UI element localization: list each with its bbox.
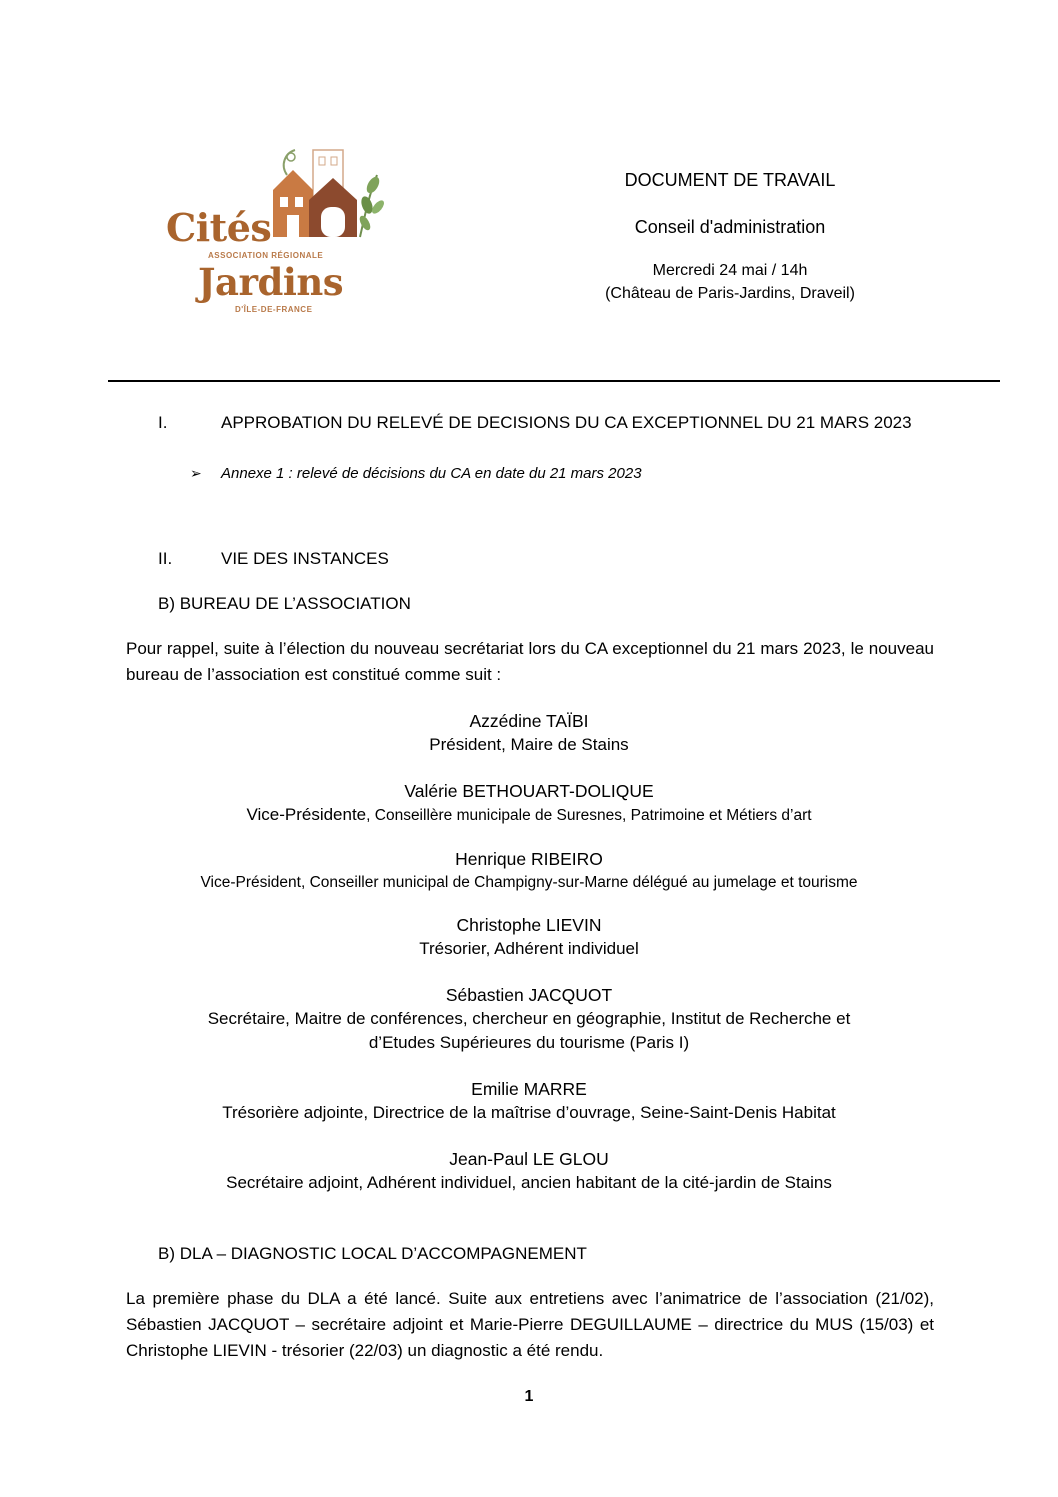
- dla-paragraph: La première phase du DLA a été lancé. Suite aux entretiens avec l’animatrice de l’association (21/02), Sébastien JACQUOT – secrétaire adjoint et Marie-Pierre DEGUILLAUME – directrice du MUS (15/03) et Christophe LIEVIN - trésorier (22/03) un diagnostic a été rendu.: [126, 1289, 934, 1360]
- logo-region-text: D'ÎLE-DE-FRANCE: [235, 305, 313, 314]
- member-block: [108, 1077, 950, 1125]
- section-1-title: APPROBATION DU RELEVÉ DE DECISIONS DU CA EXCEPTIONNEL DU 21 MARS 2023: [221, 413, 912, 432]
- member-role-detail: , Conseillère municipale de Suresnes, Patrimoine et Métiers d’art: [366, 807, 812, 824]
- header-divider: [108, 380, 1000, 382]
- logo-cites-text: Cités: [166, 205, 272, 250]
- member-role-title: Vice-Présidente: [246, 805, 367, 824]
- annex-1-reference: Annexe 1 : relevé de décisions du CA en date du 21 mars 2023: [221, 465, 642, 482]
- subsection-dla-title: B) DLA – DIAGNOSTIC LOCAL D’ACCOMPAGNEMENT: [158, 1244, 587, 1263]
- section-1-number: I.: [158, 413, 168, 432]
- member-block: [108, 913, 950, 961]
- member-name: Valérie BETHOUART-DOLIQUE: [404, 781, 654, 801]
- member-role: Trésorière adjointe, Directrice de la maîtrise d’ouvrage, Seine-Saint-Denis Habitat: [222, 1103, 836, 1122]
- houses-and-tree-icon: [265, 145, 385, 245]
- member-block: [108, 709, 950, 757]
- document-type: DOCUMENT DE TRAVAIL: [624, 170, 836, 190]
- member-block: [108, 983, 950, 1055]
- page-number: 1: [524, 1388, 534, 1405]
- subsection-bureau-title: B) BUREAU DE L’ASSOCIATION: [158, 594, 411, 613]
- member-name: Sébastien JACQUOT: [445, 985, 613, 1005]
- member-role: Trésorier, Adhérent individuel: [419, 939, 639, 958]
- logo-jardins-text: Jardins: [198, 260, 344, 304]
- member-name: Jean-Paul LE GLOU: [449, 1149, 609, 1169]
- member-role: Vice-Président, Conseiller municipal de Champigny-sur-Marne délégué au jumelage et tourisme: [200, 874, 858, 891]
- arrow-bullet-icon: ➢: [190, 465, 202, 481]
- logo: [160, 140, 392, 325]
- meeting-location: (Château de Paris-Jardins, Draveil): [605, 285, 855, 302]
- member-role: Secrétaire adjoint, Adhérent individuel, ancien habitant de la cité-jardin de Stains: [226, 1173, 832, 1192]
- meeting-date: Mercredi 24 mai / 14h: [652, 262, 808, 279]
- member-role: Secrétaire, Maitre de conférences, chercheur en géographie, Institut de Recherche et: [207, 1009, 851, 1028]
- member-role: Président, Maire de Stains: [429, 735, 629, 754]
- member-block: [108, 779, 950, 828]
- member-name: Emilie MARRE: [471, 1079, 587, 1099]
- member-role: [108, 803, 950, 828]
- member-name: Christophe LIEVIN: [456, 915, 602, 935]
- section-2-title: VIE DES INSTANCES: [221, 549, 389, 568]
- member-name: Azzédine TAÏBI: [469, 711, 589, 731]
- member-block: [108, 1147, 950, 1195]
- logo-association-text: ASSOCIATION RÉGIONALE: [208, 251, 324, 260]
- member-role-continued: d’Etudes Supérieures du tourisme (Paris I): [368, 1033, 690, 1052]
- meeting-title: Conseil d'administration: [634, 217, 826, 237]
- member-name: Henrique RIBEIRO: [455, 849, 603, 869]
- bureau-intro-paragraph: Pour rappel, suite à l’élection du nouveau secrétariat lors du CA exceptionnel du 21 mars 2023, le nouveau bureau de l’association est constitué comme suit :: [126, 639, 934, 684]
- member-block: [108, 847, 950, 895]
- section-2-number: II.: [158, 549, 173, 568]
